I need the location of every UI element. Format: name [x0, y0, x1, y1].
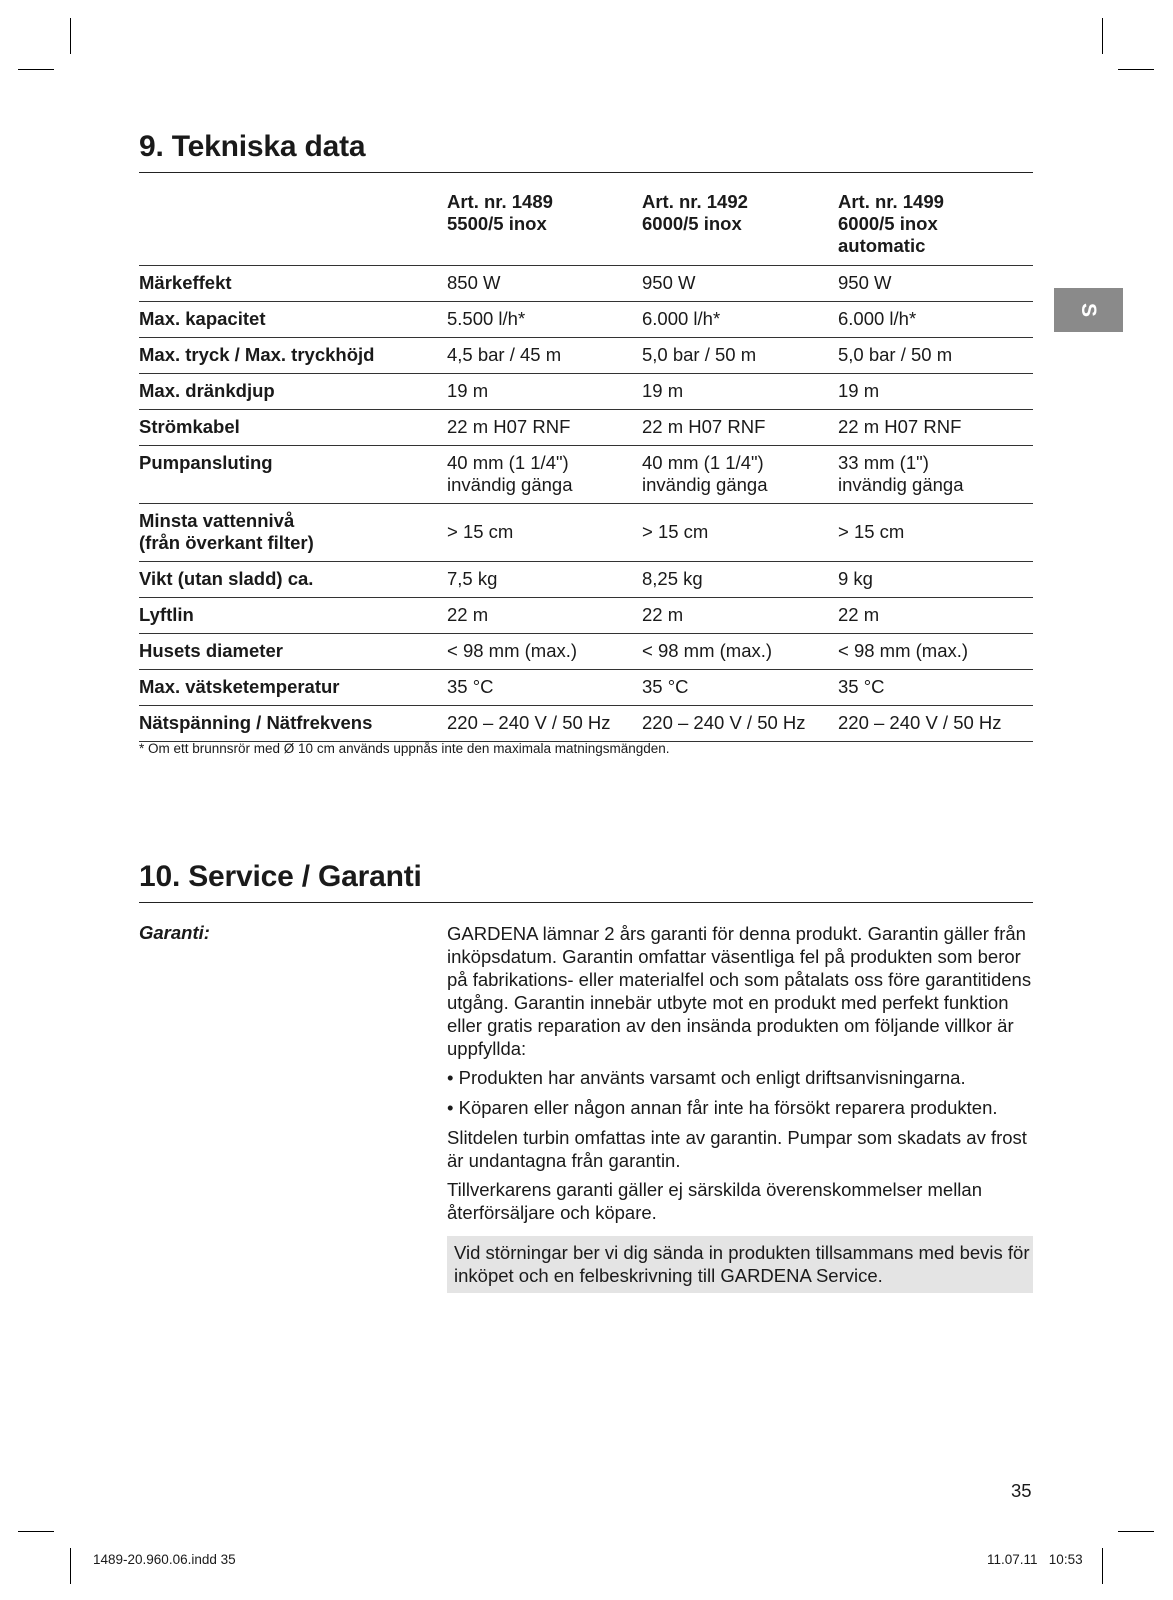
- row-label: Nätspänning / Nätfrekvens: [139, 706, 447, 742]
- table-cell: < 98 mm (max.): [447, 634, 642, 670]
- model-name: 6000/5 inox: [838, 213, 938, 234]
- table-cell: 220 – 240 V / 50 Hz: [447, 706, 642, 742]
- model-name: 5500/5 inox: [447, 213, 547, 234]
- crop-mark: [70, 18, 71, 54]
- column-header: [447, 185, 642, 266]
- table-cell: 22 m: [838, 598, 1033, 634]
- table-cell: [447, 446, 642, 504]
- table-cell: 5,0 bar / 50 m: [642, 338, 838, 374]
- section-heading-service-garanti: 10. Service / Garanti: [139, 860, 1033, 903]
- cell-line: invändig gänga: [838, 474, 964, 495]
- column-header: [642, 185, 838, 266]
- print-slug-filename: 1489-20.960.06.indd 35: [93, 1552, 236, 1567]
- cell-line: 40 mm (1 1/4"): [642, 452, 764, 473]
- technical-data-table: [139, 185, 1033, 742]
- table-cell: 35 °C: [447, 670, 642, 706]
- table-cell: 6.000 l/h*: [642, 302, 838, 338]
- table-cell: 8,25 kg: [642, 562, 838, 598]
- table-cell: 19 m: [838, 374, 1033, 410]
- row-label: Max. dränkdjup: [139, 374, 447, 410]
- table-row: [139, 670, 1033, 706]
- table-cell: 22 m: [447, 598, 642, 634]
- language-tab-label: S: [1077, 302, 1101, 318]
- table-row: [139, 634, 1033, 670]
- table-cell: 6.000 l/h*: [838, 302, 1033, 338]
- row-label: [139, 504, 447, 562]
- table-cell: 9 kg: [838, 562, 1033, 598]
- article-number: Art. nr. 1492: [642, 191, 748, 212]
- table-cell: > 15 cm: [838, 504, 1033, 562]
- table-row: [139, 302, 1033, 338]
- article-number: Art. nr. 1499: [838, 191, 944, 212]
- table-cell: < 98 mm (max.): [642, 634, 838, 670]
- service-notice-box: Vid störningar ber vi dig sända in produkten tillsammans med bevis för inköpet och en felbeskrivning till GARDENA Service.: [447, 1236, 1033, 1293]
- cell-line: 33 mm (1"): [838, 452, 929, 473]
- row-label: Max. vätsketemperatur: [139, 670, 447, 706]
- empty-header-cell: [139, 185, 447, 266]
- table-row: [139, 338, 1033, 374]
- row-label: Max. kapacitet: [139, 302, 447, 338]
- paragraph: Slitdelen turbin omfattas inte av garantin. Pumpar som skadats av frost är undantagna från garantin.: [447, 1127, 1027, 1171]
- table-row: [139, 410, 1033, 446]
- cell-line: invändig gänga: [642, 474, 768, 495]
- table-cell: 19 m: [447, 374, 642, 410]
- table-cell: 5,0 bar / 50 m: [838, 338, 1033, 374]
- table-cell: 7,5 kg: [447, 562, 642, 598]
- row-label: Märkeffekt: [139, 266, 447, 302]
- row-label: Husets diameter: [139, 634, 447, 670]
- row-label: Lyftlin: [139, 598, 447, 634]
- garanti-text: [447, 922, 1037, 1230]
- column-header: [838, 185, 1033, 266]
- table-cell: 220 – 240 V / 50 Hz: [642, 706, 838, 742]
- table-cell: [838, 446, 1033, 504]
- table-row: [139, 706, 1033, 742]
- table-row: [139, 446, 1033, 504]
- table-header-row: [139, 185, 1033, 266]
- table-cell: 220 – 240 V / 50 Hz: [838, 706, 1033, 742]
- row-label: Max. tryck / Max. tryckhöjd: [139, 338, 447, 374]
- table-cell: < 98 mm (max.): [838, 634, 1033, 670]
- article-number: Art. nr. 1489: [447, 191, 553, 212]
- table-row: [139, 374, 1033, 410]
- table-row: [139, 598, 1033, 634]
- table-cell: 22 m H07 RNF: [447, 410, 642, 446]
- table-cell: 35 °C: [838, 670, 1033, 706]
- bullet-item: • Produkten har använts varsamt och enligt driftsanvisningarna.: [447, 1067, 966, 1088]
- table-cell: 22 m H07 RNF: [642, 410, 838, 446]
- table-cell: 4,5 bar / 45 m: [447, 338, 642, 374]
- row-label-line: (från överkant filter): [139, 532, 314, 553]
- table-cell: 35 °C: [642, 670, 838, 706]
- paragraph: GARDENA lämnar 2 års garanti för denna produkt. Garantin gäller från inköpsdatum. Garantin omfattar väsentliga fel på produkten som beror på fabrikations- eller materialfel och som påtalats oss före garantitidens utgång. Garantin innebär utbyte mot en produkt med perfekt funktion eller gratis reparation av den insända produkten om följande villkor är uppfyllda:: [447, 923, 1032, 1059]
- cell-line: invändig gänga: [447, 474, 573, 495]
- crop-mark: [1102, 18, 1103, 54]
- cell-line: 40 mm (1 1/4"): [447, 452, 569, 473]
- table-row: [139, 266, 1033, 302]
- crop-mark: [18, 1531, 54, 1532]
- bullet-item: • Köparen eller någon annan får inte ha försökt reparera produkten.: [447, 1097, 998, 1118]
- paragraph: Tillverkarens garanti gäller ej särskilda överenskommelser mellan återförsäljare och köpare.: [447, 1179, 982, 1223]
- table-cell: > 15 cm: [642, 504, 838, 562]
- garanti-label: Garanti:: [139, 922, 210, 943]
- table-footnote: * Om ett brunnsrör med Ø 10 cm används uppnås inte den maximala matningsmängden.: [139, 741, 670, 756]
- page-number: 35: [1011, 1480, 1032, 1501]
- crop-mark: [1102, 1548, 1103, 1584]
- table-cell: 950 W: [838, 266, 1033, 302]
- print-slug-timestamp: 11.07.11 10:53: [987, 1552, 1083, 1567]
- table-cell: 22 m: [642, 598, 838, 634]
- row-label-line: Minsta vattennivå: [139, 510, 295, 531]
- crop-mark: [1118, 1531, 1154, 1532]
- row-label: Vikt (utan sladd) ca.: [139, 562, 447, 598]
- row-label: Strömkabel: [139, 410, 447, 446]
- crop-mark: [1118, 69, 1154, 70]
- table-cell: 5.500 l/h*: [447, 302, 642, 338]
- table-cell: 850 W: [447, 266, 642, 302]
- table-cell: [642, 446, 838, 504]
- table-cell: 22 m H07 RNF: [838, 410, 1033, 446]
- crop-mark: [18, 69, 54, 70]
- crop-mark: [70, 1548, 71, 1584]
- table-row: [139, 562, 1033, 598]
- row-label: Pumpansluting: [139, 446, 447, 504]
- table-row: [139, 504, 1033, 562]
- table-cell: > 15 cm: [447, 504, 642, 562]
- model-name: 6000/5 inox: [642, 213, 742, 234]
- language-tab: [1054, 288, 1123, 332]
- table-cell: 19 m: [642, 374, 838, 410]
- model-variant: automatic: [838, 235, 926, 256]
- table-cell: 950 W: [642, 266, 838, 302]
- section-heading-tekniska-data: 9. Tekniska data: [139, 130, 1033, 173]
